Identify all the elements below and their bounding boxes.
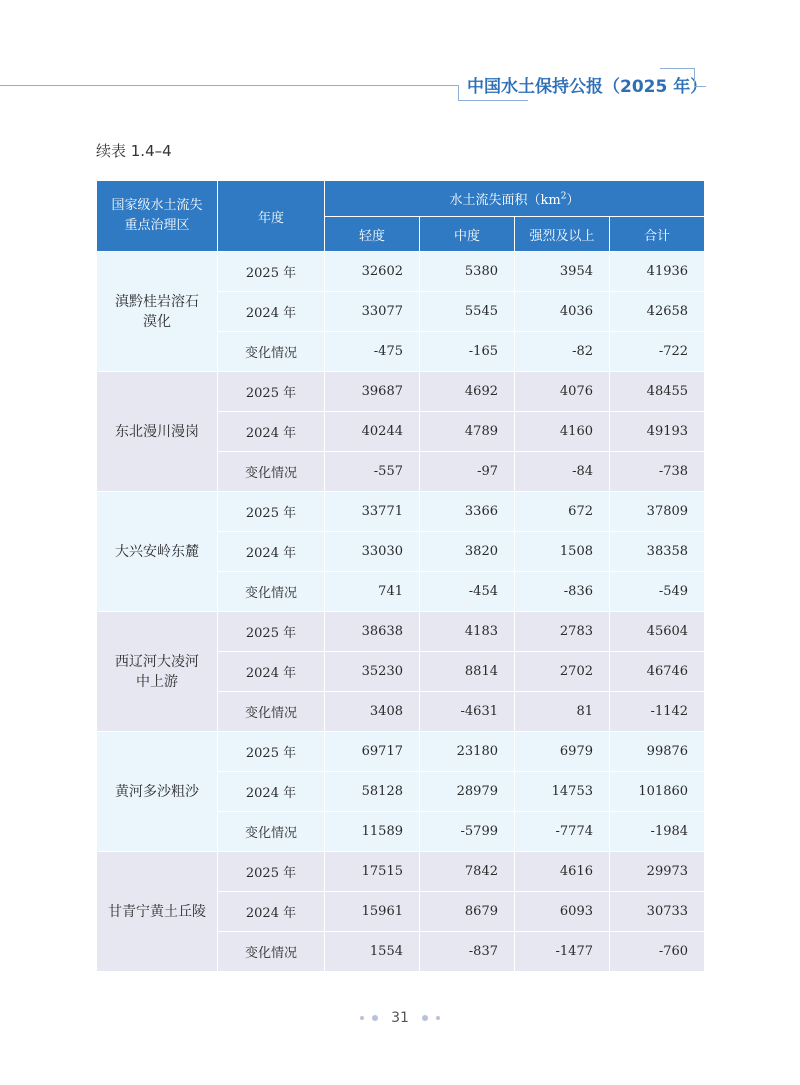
total-value-cell: -1142	[610, 692, 705, 732]
light-value-cell: 38638	[325, 612, 420, 652]
region-name: 大兴安岭东麓	[97, 492, 218, 612]
severe-value-cell: 4076	[515, 372, 610, 412]
severe-value-cell: 2702	[515, 652, 610, 692]
table-row	[97, 252, 705, 292]
severe-value-cell: -82	[515, 332, 610, 372]
severe-value-cell: 81	[515, 692, 610, 732]
light-value-cell: 69717	[325, 732, 420, 772]
region-group	[97, 492, 705, 612]
severe-value-cell: 2783	[515, 612, 610, 652]
column-header-light: 轻度	[325, 217, 420, 252]
column-header-moderate: 中度	[420, 217, 515, 252]
header-bracket-top	[660, 68, 694, 69]
moderate-value-cell: 23180	[420, 732, 515, 772]
year-cell: 2024 年	[218, 772, 325, 812]
total-value-cell: 45604	[610, 612, 705, 652]
severe-value-cell: 1508	[515, 532, 610, 572]
column-header-region-label: 国家级水土流失重点治理区	[111, 198, 203, 233]
severe-value-cell: -7774	[515, 812, 610, 852]
year-cell: 变化情况	[218, 572, 325, 612]
year-cell: 变化情况	[218, 692, 325, 732]
light-value-cell: 1554	[325, 932, 420, 972]
moderate-value-cell: 4789	[420, 412, 515, 452]
year-cell: 2024 年	[218, 292, 325, 332]
total-value-cell: 37809	[610, 492, 705, 532]
column-header-erosion-area	[325, 181, 705, 217]
light-value-cell: 33077	[325, 292, 420, 332]
severe-value-cell: 672	[515, 492, 610, 532]
total-value-cell: 42658	[610, 292, 705, 332]
moderate-value-cell: 8814	[420, 652, 515, 692]
severe-value-cell: -836	[515, 572, 610, 612]
header-bracket-end	[694, 86, 706, 87]
total-value-cell: 38358	[610, 532, 705, 572]
total-value-cell: 99876	[610, 732, 705, 772]
header-bracket-side	[694, 68, 695, 86]
moderate-value-cell: 7842	[420, 852, 515, 892]
column-header-year: 年度	[218, 181, 325, 252]
header-rule-left	[0, 85, 458, 86]
moderate-value-cell: 3820	[420, 532, 515, 572]
moderate-value-cell: 8679	[420, 892, 515, 932]
total-value-cell: -722	[610, 332, 705, 372]
region-name: 滇黔桂岩溶石漠化	[97, 252, 218, 372]
region-group	[97, 372, 705, 492]
total-value-cell: 49193	[610, 412, 705, 452]
table-row	[97, 852, 705, 892]
light-value-cell: 40244	[325, 412, 420, 452]
light-value-cell: 58128	[325, 772, 420, 812]
severe-value-cell: 3954	[515, 252, 610, 292]
table-row	[97, 372, 705, 412]
total-value-cell: 48455	[610, 372, 705, 412]
region-group	[97, 612, 705, 732]
moderate-value-cell: 3366	[420, 492, 515, 532]
total-value-cell: 29973	[610, 852, 705, 892]
year-cell: 2025 年	[218, 252, 325, 292]
light-value-cell: -557	[325, 452, 420, 492]
region-name: 西辽河大凌河中上游	[97, 612, 218, 732]
region-name: 黄河多沙粗沙	[97, 732, 218, 852]
region-group	[97, 252, 705, 372]
light-value-cell: 15961	[325, 892, 420, 932]
moderate-value-cell: -97	[420, 452, 515, 492]
year-cell: 2024 年	[218, 532, 325, 572]
region-name: 甘青宁黄土丘陵	[97, 852, 218, 972]
severe-value-cell: 14753	[515, 772, 610, 812]
total-value-cell: 41936	[610, 252, 705, 292]
year-cell: 2024 年	[218, 892, 325, 932]
erosion-area-label-tail: ）	[566, 193, 580, 208]
moderate-value-cell: -5799	[420, 812, 515, 852]
light-value-cell: 39687	[325, 372, 420, 412]
year-cell: 变化情况	[218, 452, 325, 492]
total-value-cell: -1984	[610, 812, 705, 852]
year-cell: 2025 年	[218, 852, 325, 892]
severe-value-cell: -1477	[515, 932, 610, 972]
erosion-area-label: 水土流失面积（km	[449, 193, 561, 208]
year-cell: 2025 年	[218, 732, 325, 772]
page-number: 31	[391, 1010, 409, 1026]
light-value-cell: 35230	[325, 652, 420, 692]
region-name: 东北漫川漫岗	[97, 372, 218, 492]
severe-value-cell: 4160	[515, 412, 610, 452]
severe-value-cell: 6093	[515, 892, 610, 932]
severe-value-cell: 6979	[515, 732, 610, 772]
table-caption: 续表 1.4–4	[96, 142, 172, 160]
year-cell: 2024 年	[218, 652, 325, 692]
table-row	[97, 612, 705, 652]
table-row	[97, 492, 705, 532]
light-value-cell: 3408	[325, 692, 420, 732]
table-row	[97, 732, 705, 772]
page-footer	[0, 1010, 800, 1026]
region-group	[97, 852, 705, 972]
moderate-value-cell: -837	[420, 932, 515, 972]
light-value-cell: 11589	[325, 812, 420, 852]
total-value-cell: -738	[610, 452, 705, 492]
moderate-value-cell: 28979	[420, 772, 515, 812]
running-header-title: 中国水土保持公报（2025 年）	[467, 77, 708, 97]
footer-dot-icon	[372, 1015, 378, 1021]
severe-value-cell: -84	[515, 452, 610, 492]
moderate-value-cell: 4692	[420, 372, 515, 412]
soil-erosion-table	[96, 180, 705, 972]
year-cell: 变化情况	[218, 812, 325, 852]
light-value-cell: 17515	[325, 852, 420, 892]
moderate-value-cell: 5380	[420, 252, 515, 292]
total-value-cell: 101860	[610, 772, 705, 812]
moderate-value-cell: -165	[420, 332, 515, 372]
year-cell: 2025 年	[218, 372, 325, 412]
moderate-value-cell: 5545	[420, 292, 515, 332]
footer-dot-icon	[436, 1016, 440, 1020]
total-value-cell: -549	[610, 572, 705, 612]
moderate-value-cell: -4631	[420, 692, 515, 732]
column-header-region	[97, 181, 218, 252]
region-group	[97, 732, 705, 852]
light-value-cell: 741	[325, 572, 420, 612]
light-value-cell: 32602	[325, 252, 420, 292]
severe-value-cell: 4616	[515, 852, 610, 892]
year-cell: 2025 年	[218, 492, 325, 532]
moderate-value-cell: 4183	[420, 612, 515, 652]
total-value-cell: 30733	[610, 892, 705, 932]
column-header-severe: 强烈及以上	[515, 217, 610, 252]
severe-value-cell: 4036	[515, 292, 610, 332]
column-header-total: 合计	[610, 217, 705, 252]
footer-dot-icon	[422, 1015, 428, 1021]
year-cell: 2025 年	[218, 612, 325, 652]
year-cell: 变化情况	[218, 932, 325, 972]
year-cell: 2024 年	[218, 412, 325, 452]
year-cell: 变化情况	[218, 332, 325, 372]
light-value-cell: -475	[325, 332, 420, 372]
header-rule-step	[458, 85, 459, 100]
footer-dot-icon	[360, 1016, 364, 1020]
unit-superscript: 2	[560, 191, 567, 202]
light-value-cell: 33771	[325, 492, 420, 532]
light-value-cell: 33030	[325, 532, 420, 572]
total-value-cell: 46746	[610, 652, 705, 692]
moderate-value-cell: -454	[420, 572, 515, 612]
total-value-cell: -760	[610, 932, 705, 972]
